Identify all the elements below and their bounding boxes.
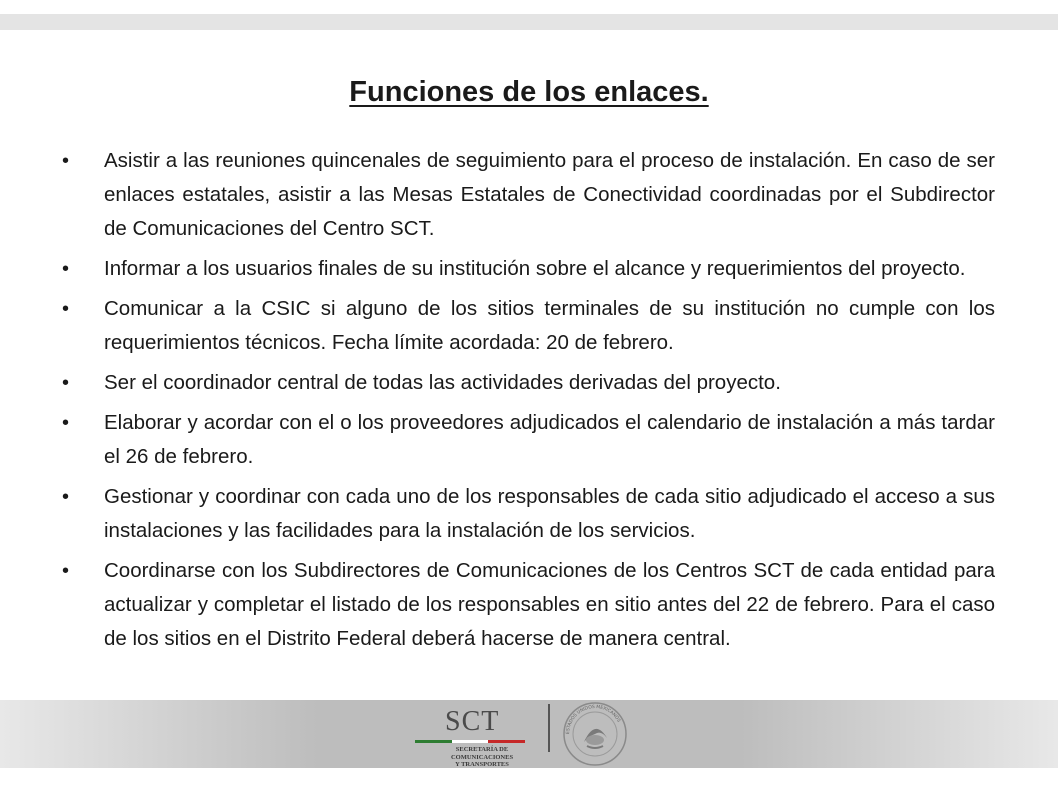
sct-subtitle-line: COMUNICACIONES [450,753,514,761]
bullet-icon: • [62,298,70,320]
list-item [62,406,995,474]
bullet-text: Coordinarse con los Subdirectores de Comunicaciones de los Centros SCT de cada entidad para actualizar y completar el listado de los responsables en sitio antes del 22 de febrero. Para el caso de los sitios en el Distrito Federal deberá hacerse de manera central. [104,559,995,650]
slide-title: Funciones de los enlaces. [349,76,709,108]
bullet-list [62,144,995,662]
bullet-icon: • [62,258,70,280]
bullet-icon: • [62,150,70,172]
bullet-icon: • [62,486,70,508]
bullet-text: Comunicar a la CSIC si alguno de los sitios terminales de su institución no cumple con los requerimientos técnicos. Fecha límite acordada: 20 de febrero. [104,297,995,354]
footer-band [0,700,1058,768]
list-item [62,366,995,400]
bullet-icon: • [62,372,70,394]
seal-text: ESTADOS UNIDOS MEXICANOS [565,704,621,735]
sct-logo-subtitle [437,746,527,769]
bullet-text: Gestionar y coordinar con cada uno de los responsables de cada sitio adjudicado el acceso a sus instalaciones y las facilidades para la instalación de los servicios. [104,485,995,542]
mexico-coat-of-arms-seal-icon [557,700,633,768]
bullet-icon: • [62,560,70,582]
bullet-text: Informar a los usuarios finales de su institución sobre el alcance y requerimientos del proyecto. [104,257,966,280]
sct-logo [415,706,525,766]
list-item [62,144,995,246]
flag-stripe-icon [415,740,525,743]
bullet-text: Ser el coordinador central de todas las actividades derivadas del proyecto. [104,371,781,394]
top-decorative-bar [0,14,1058,30]
list-item [62,252,995,286]
logo-divider [548,704,550,752]
sct-subtitle-line: Y TRANSPORTES [455,761,509,768]
list-item [62,292,995,360]
sct-subtitle-line: SECRETARÍA DE [455,746,509,753]
sct-logo-text: SCT [445,706,500,737]
bullet-icon: • [62,412,70,434]
list-item [62,554,995,656]
list-item [62,480,995,548]
bullet-text: Asistir a las reuniones quincenales de seguimiento para el proceso de instalación. En caso de ser enlaces estatales, asistir a las Mesas Estatales de Conectividad coordinadas por el Subdirector de Comunicaciones del Centro SCT. [104,149,995,240]
bullet-text: Elaborar y acordar con el o los proveedores adjudicados el calendario de instalación a más tardar el 26 de febrero. [104,411,995,468]
